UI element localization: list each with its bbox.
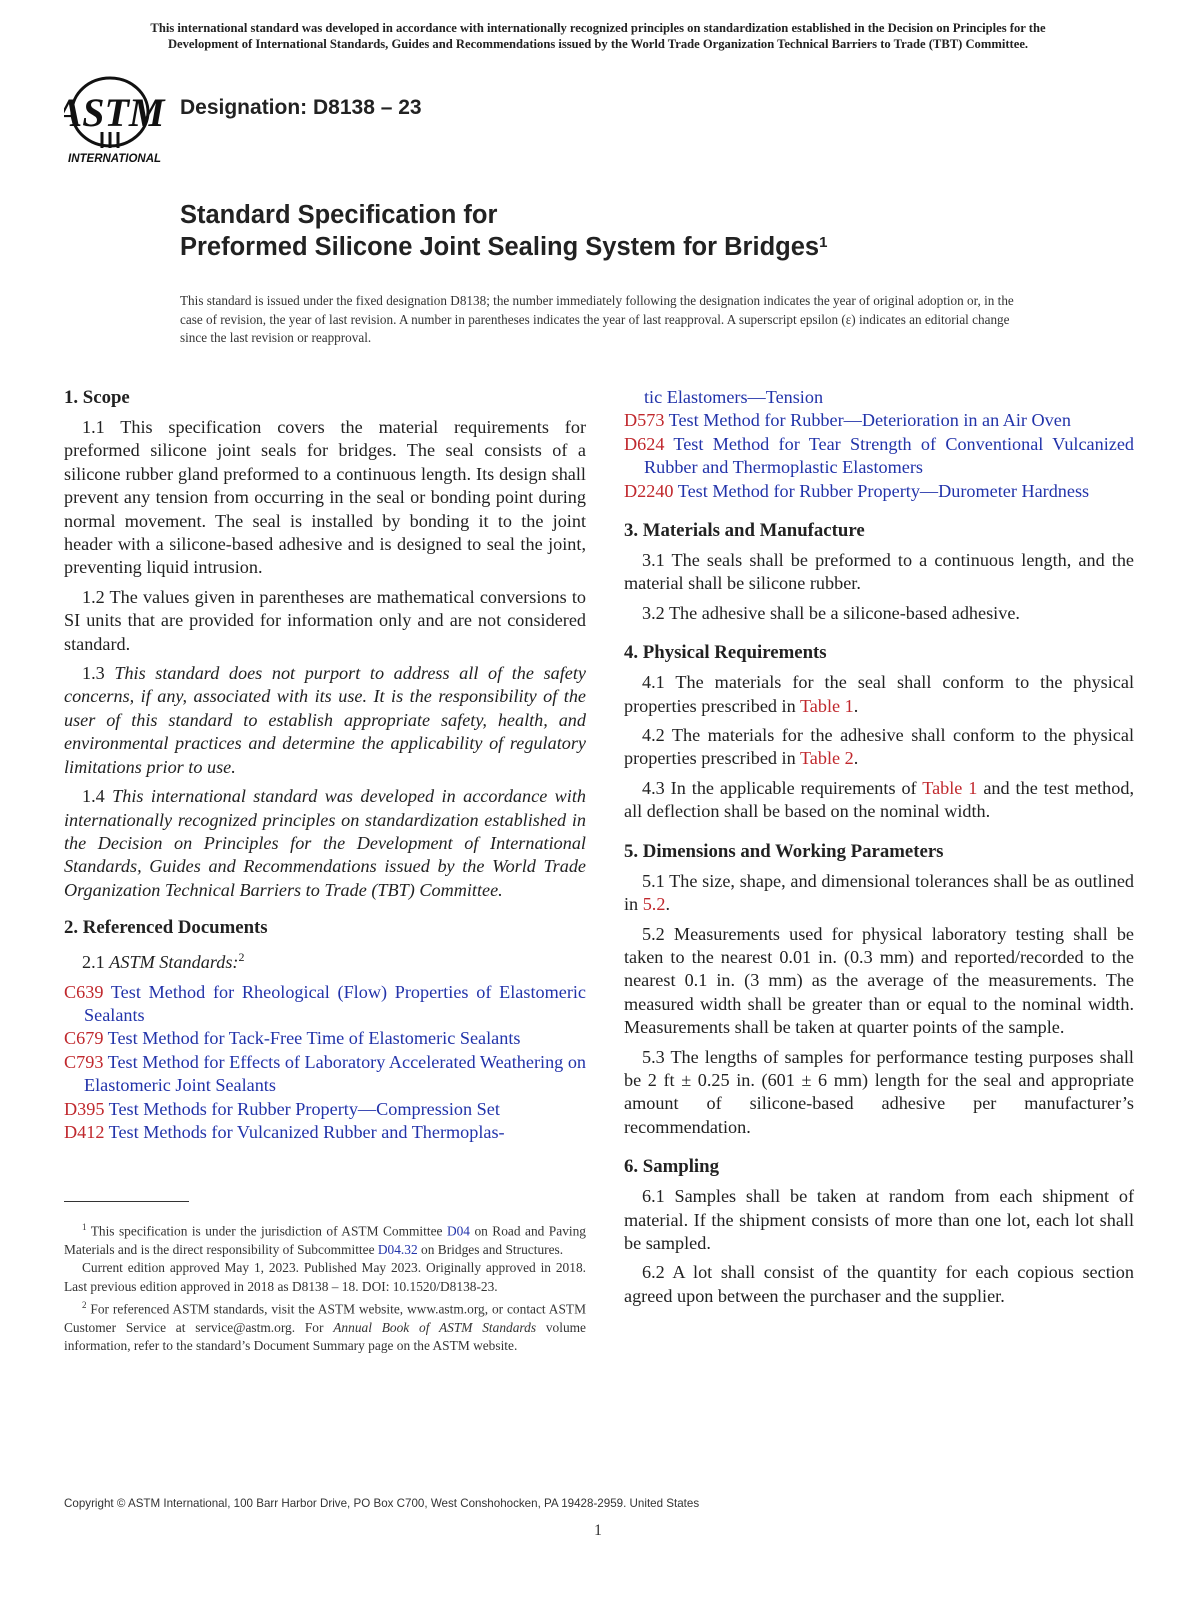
table-1-link[interactable]: Table 1 bbox=[922, 777, 978, 798]
reference-code[interactable]: D412 bbox=[64, 1122, 105, 1143]
footnote-2-italic: Annual Book of ASTM Standards bbox=[333, 1319, 537, 1335]
tbt-notice-line2: Development of International Standards, Guides and Recommendations issued by the World Trade Organization Technical Barriers to Trade (TBT) Committee. bbox=[167, 37, 1029, 51]
section-heading-referenced-documents: 2. Referenced Documents bbox=[64, 917, 268, 939]
reference-code[interactable]: C639 bbox=[64, 981, 104, 1002]
tbt-notice bbox=[62, 20, 1134, 52]
paragraph-1-3-text: This standard does not purport to address all of the safety concerns, if any, associated with its use. It is the responsibility of the user of this standard to establish appropriate safety, health, and environmental practices and determine the applicability of regulatory limitations prior to use. bbox=[64, 663, 586, 777]
reference-item-c639[interactable] bbox=[64, 981, 586, 1028]
paragraph-4-2-end: . bbox=[853, 748, 859, 769]
section-heading-scope: 1. Scope bbox=[64, 387, 130, 408]
paragraph-6-2: 6.2 A lot shall consist of the quantity for each copious section agreed upon between the purchaser and the supplier. bbox=[624, 1262, 1134, 1306]
reference-item-d573[interactable] bbox=[624, 409, 1134, 432]
paragraph-5-3: 5.3 The lengths of samples for performance testing purposes shall be 2 ft ± 0.25 in. (601 ± 6 mm) length for the seal and appropriate amount of silicone-based adhesive per manufacturer’s recommendation. bbox=[624, 1046, 1134, 1137]
footnote-2-text-end: volume information, refer to the standard’s Document Summary page on the ASTM website. bbox=[64, 1319, 586, 1354]
footnote-1-text-end: on Bridges and Structures. bbox=[417, 1241, 564, 1257]
paragraph-3-2: 3.2 The adhesive shall be a silicone-based adhesive. bbox=[642, 602, 1020, 623]
section-heading-sampling: 6. Sampling bbox=[624, 1156, 719, 1178]
reference-title[interactable]: Test Method for Tack-Free Time of Elastomeric Sealants bbox=[107, 1028, 521, 1049]
reference-title-part1[interactable]: Test Methods for Vulcanized Rubber and Thermoplas- bbox=[108, 1122, 505, 1143]
reference-code[interactable]: D573 bbox=[624, 410, 665, 431]
paragraph-4-2 bbox=[624, 724, 1134, 771]
reference-title-part2[interactable]: tic Elastomers—Tension bbox=[644, 387, 824, 407]
paragraph-1-3-number: 1.3 bbox=[82, 663, 105, 684]
paragraph-1-2: 1.2 The values given in parentheses are mathematical conversions to SI units that are provided for information only and are not considered standard. bbox=[64, 586, 586, 654]
title-footnote-mark: 1 bbox=[819, 234, 828, 251]
astm-logo-icon bbox=[64, 70, 168, 166]
paragraph-2-1-number: 2.1 bbox=[82, 952, 105, 973]
footnote-1-mark: 1 bbox=[82, 1222, 87, 1232]
logo-text: ASTM bbox=[64, 90, 165, 135]
footnotes bbox=[64, 1218, 586, 1356]
document-title bbox=[180, 199, 827, 263]
reference-item-d395[interactable] bbox=[64, 1098, 586, 1121]
reference-title[interactable]: Test Method for Effects of Laboratory Accelerated Weathering on Elastomeric Joint Sealants bbox=[84, 1051, 587, 1096]
page-number: 1 bbox=[594, 1522, 602, 1539]
reference-item-c679[interactable] bbox=[64, 1027, 586, 1050]
paragraph-1-1: 1.1 This specification covers the material requirements for preformed silicone joint seals for bridges. The seal consists of a silicone rubber gland preformed to a continuous length. Its design shall prevent any tension from occurring in the seal or bonding point during normal movement. The seal is installed by bonding it to the joint header with a silicone-based adhesive and is designed to seal the joint, preventing liquid intrusion. bbox=[64, 417, 586, 578]
table-2-link[interactable]: Table 2 bbox=[799, 748, 854, 769]
section-heading-materials: 3. Materials and Manufacture bbox=[624, 520, 865, 542]
paragraph-5-1-text: 5.1 The size, shape, and dimensional tolerances shall be as outlined in bbox=[624, 870, 1134, 915]
reference-title[interactable]: Test Method for Rheological (Flow) Properties of Elastomeric Sealants bbox=[84, 981, 587, 1025]
reference-title[interactable]: Test Methods for Rubber Property—Compression Set bbox=[108, 1098, 500, 1119]
paragraph-6-1: 6.1 Samples shall be taken at random from each shipment of material. If the shipment consists of more than one lot, each lot shall be sampled. bbox=[624, 1186, 1134, 1253]
reference-code[interactable]: C793 bbox=[64, 1051, 104, 1072]
paragraph-2-1 bbox=[64, 946, 586, 974]
footnote-edition: Current edition approved May 1, 2023. Published May 2023. Originally approved in 2018. Last previous edition approved in 2018 as D8138 – 18. DOI: 10.1520/D8138-23. bbox=[64, 1260, 586, 1294]
footnote-divider bbox=[64, 1201, 189, 1202]
paragraph-5-2: 5.2 Measurements used for physical laboratory testing shall be taken to the nearest 0.01 in. (0.3 mm) and reported/recorded to the nearest 0.1 in. (3 mm) as the average of the measurements. The measured width shall be greater than or equal to the nominal width. Measurements shall be taken at quarter points of the sample. bbox=[624, 923, 1134, 1038]
footnote-1 bbox=[64, 1218, 586, 1259]
paragraph-5-1 bbox=[624, 870, 1134, 917]
reference-title[interactable]: Test Method for Rubber Property—Durometer Hardness bbox=[677, 480, 1090, 501]
reference-item-d412[interactable] bbox=[64, 1121, 586, 1144]
paragraph-4-3-end: and the test method, all deflection shall be based on the nominal width. bbox=[624, 777, 1134, 822]
issued-statement: This standard is issued under the fixed designation D8138; the number immediately following the designation indicates the year of original adoption or, in the case of revision, the year of last revision. A number in parentheses indicates the year of last reapproval. A superscript epsilon (ε) indicates an editorial change since the last revision or reapproval. bbox=[180, 293, 1014, 345]
reference-item-c793[interactable] bbox=[64, 1051, 586, 1098]
footnote-2-text: For referenced ASTM standards, visit the ASTM website, www.astm.org, or contact ASTM Customer Service at service@astm.org. For bbox=[64, 1301, 586, 1335]
footnote-1-text-cont: on Road and Paving Materials and is the direct responsibility of Subcommittee bbox=[64, 1223, 587, 1257]
footnote-2-mark: 2 bbox=[82, 1300, 87, 1311]
committee-d04-link[interactable]: D04 bbox=[446, 1223, 470, 1239]
paragraph-4-1-text: 4.1 The materials for the seal shall conform to the physical properties prescribed in bbox=[624, 672, 1134, 716]
paragraph-1-4-number: 1.4 bbox=[82, 786, 105, 807]
paragraph-4-1 bbox=[624, 671, 1134, 718]
right-column bbox=[624, 386, 1134, 1314]
reference-title[interactable]: Test Method for Tear Strength of Conventional Vulcanized Rubber and Thermoplastic Elastomers bbox=[644, 433, 1134, 478]
table-1-link[interactable]: Table 1 bbox=[799, 695, 854, 716]
reference-item-d412-continued[interactable] bbox=[624, 386, 1134, 409]
reference-code[interactable]: D395 bbox=[64, 1098, 105, 1119]
logo-subtext: INTERNATIONAL bbox=[68, 153, 162, 165]
paragraph-1-4-text: This international standard was developed in accordance with internationally recognized principles on standardization established in the Decision on Principles for the Development of International Standards, Guides and Recommendations issued by the World Trade Organization Technical Barriers to Trade (TBT) Committee. bbox=[64, 786, 587, 900]
astm-logo bbox=[64, 70, 168, 166]
reference-code[interactable]: C679 bbox=[64, 1028, 104, 1049]
title-line2: Preformed Silicone Joint Sealing System for Bridges bbox=[180, 233, 820, 261]
reference-item-d624[interactable] bbox=[624, 433, 1134, 480]
section-heading-physical-requirements: 4. Physical Requirements bbox=[624, 642, 827, 664]
subcommittee-d04-32-link[interactable]: D04.32 bbox=[377, 1241, 418, 1257]
paragraph-5-1-end: . bbox=[665, 894, 670, 915]
section-heading-dimensions: 5. Dimensions and Working Parameters bbox=[624, 840, 944, 862]
title-line1: Standard Specification for bbox=[180, 201, 498, 229]
paragraph-4-3-text: 4.3 In the applicable requirements of bbox=[642, 777, 923, 798]
paragraph-3-1: 3.1 The seals shall be preformed to a continuous length, and the material shall be silicone rubber. bbox=[624, 550, 1134, 594]
paragraph-4-2-text: 4.2 The materials for the adhesive shall conform to the physical properties prescribed in bbox=[624, 725, 1134, 769]
section-5-2-link[interactable]: 5.2 bbox=[642, 894, 666, 915]
paragraph-1-3 bbox=[64, 662, 586, 779]
astm-standards-label: ASTM Standards: bbox=[109, 952, 239, 973]
reference-item-d2240[interactable] bbox=[624, 480, 1134, 503]
reference-title[interactable]: Test Method for Rubber—Deterioration in an Air Oven bbox=[668, 410, 1071, 431]
copyright-line: Copyright © ASTM International, 100 Barr Harbor Drive, PO Box C700, West Conshohocken, PA 19428-2959. United States bbox=[64, 1497, 700, 1510]
left-column bbox=[64, 386, 586, 1144]
paragraph-4-1-end: . bbox=[853, 695, 859, 716]
paragraph-4-3 bbox=[624, 777, 1134, 824]
tbt-notice-line1: This international standard was developed in accordance with internationally recognized principles on standardization established in the Decision on Principles for the bbox=[150, 21, 1046, 35]
designation: Designation: D8138 – 23 bbox=[180, 96, 422, 119]
reference-code[interactable]: D624 bbox=[624, 433, 665, 454]
paragraph-1-4 bbox=[64, 785, 586, 902]
footnote-2 bbox=[64, 1296, 586, 1356]
footnote-1-text: This specification is under the jurisdiction of ASTM Committee bbox=[86, 1223, 447, 1239]
footnote-ref-2: 2 bbox=[238, 950, 245, 965]
reference-code[interactable]: D2240 bbox=[624, 480, 674, 501]
